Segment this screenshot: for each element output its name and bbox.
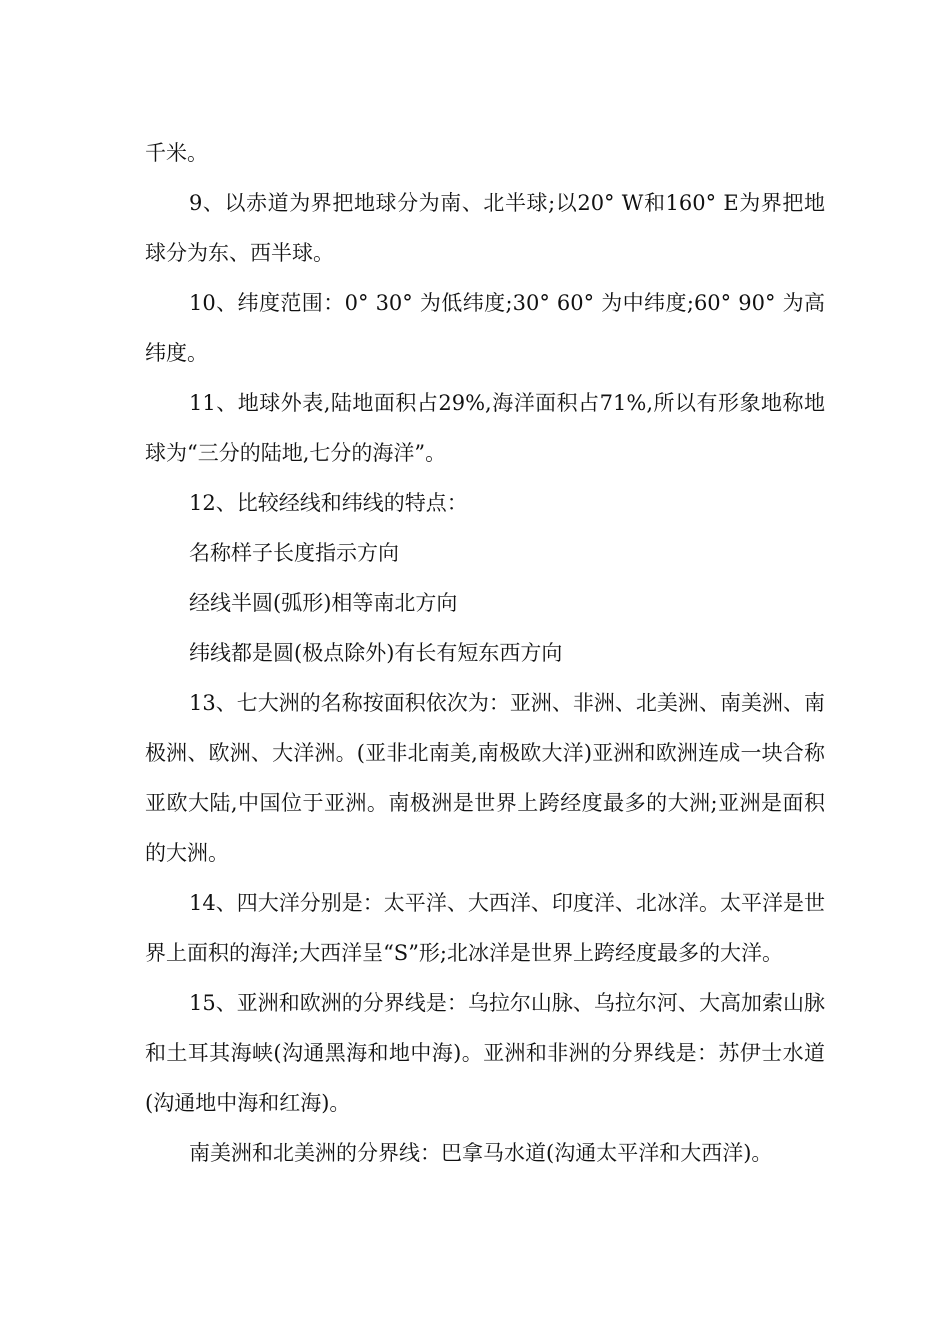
paragraph-item-11: 11、地球外表,陆地面积占29%,海洋面积占71%,所以有形象地称地球为“三分的陆地,七分的海洋”。: [145, 391, 825, 465]
paragraph-item-13: 13、七大洲的名称按面积依次为：亚洲、非洲、北美洲、南美洲、南极洲、欧洲、大洋洲。(亚非北南美,南极欧大洋)亚洲和欧洲连成一块合称亚欧大陆,中国位于亚洲。南极洲是世界上跨经度最多的大洲;亚洲是面积的大洲。: [145, 691, 825, 865]
paragraph-americas-boundary: 南美洲和北美洲的分界线：巴拿马水道(沟通太平洋和大西洋)。: [189, 1141, 773, 1165]
document-body: [145, 128, 825, 1178]
comparison-row-meridian: 经线半圆(弧形)相等南北方向: [189, 591, 458, 615]
comparison-row-parallel: 纬线都是圆(极点除外)有长有短东西方向: [189, 641, 563, 665]
paragraph-item-14: 14、四大洋分别是：太平洋、大西洋、印度洋、北冰洋。太平洋是世界上面积的海洋;大西洋呈“S”形;北冰洋是世界上跨经度最多的大洋。: [145, 891, 825, 965]
paragraph-item-12: 12、比较经线和纬线的特点：: [189, 491, 468, 515]
paragraph-item-15: 15、亚洲和欧洲的分界线是：乌拉尔山脉、乌拉尔河、大高加索山脉和土耳其海峡(沟通黑海和地中海)。亚洲和非洲的分界线是：苏伊士水道(沟通地中海和红海)。: [145, 991, 825, 1115]
paragraph-item-10: 10、纬度范围：0° 30° 为低纬度;30° 60° 为中纬度;60° 90° 为高纬度。: [145, 291, 825, 365]
paragraph-item-9: 9、以赤道为界把地球分为南、北半球;以20° W和160° E为界把地球分为东、西半球。: [145, 191, 825, 265]
comparison-header-row: 名称样子长度指示方向: [189, 541, 399, 565]
paragraph-continuation: 千米。: [145, 141, 208, 165]
